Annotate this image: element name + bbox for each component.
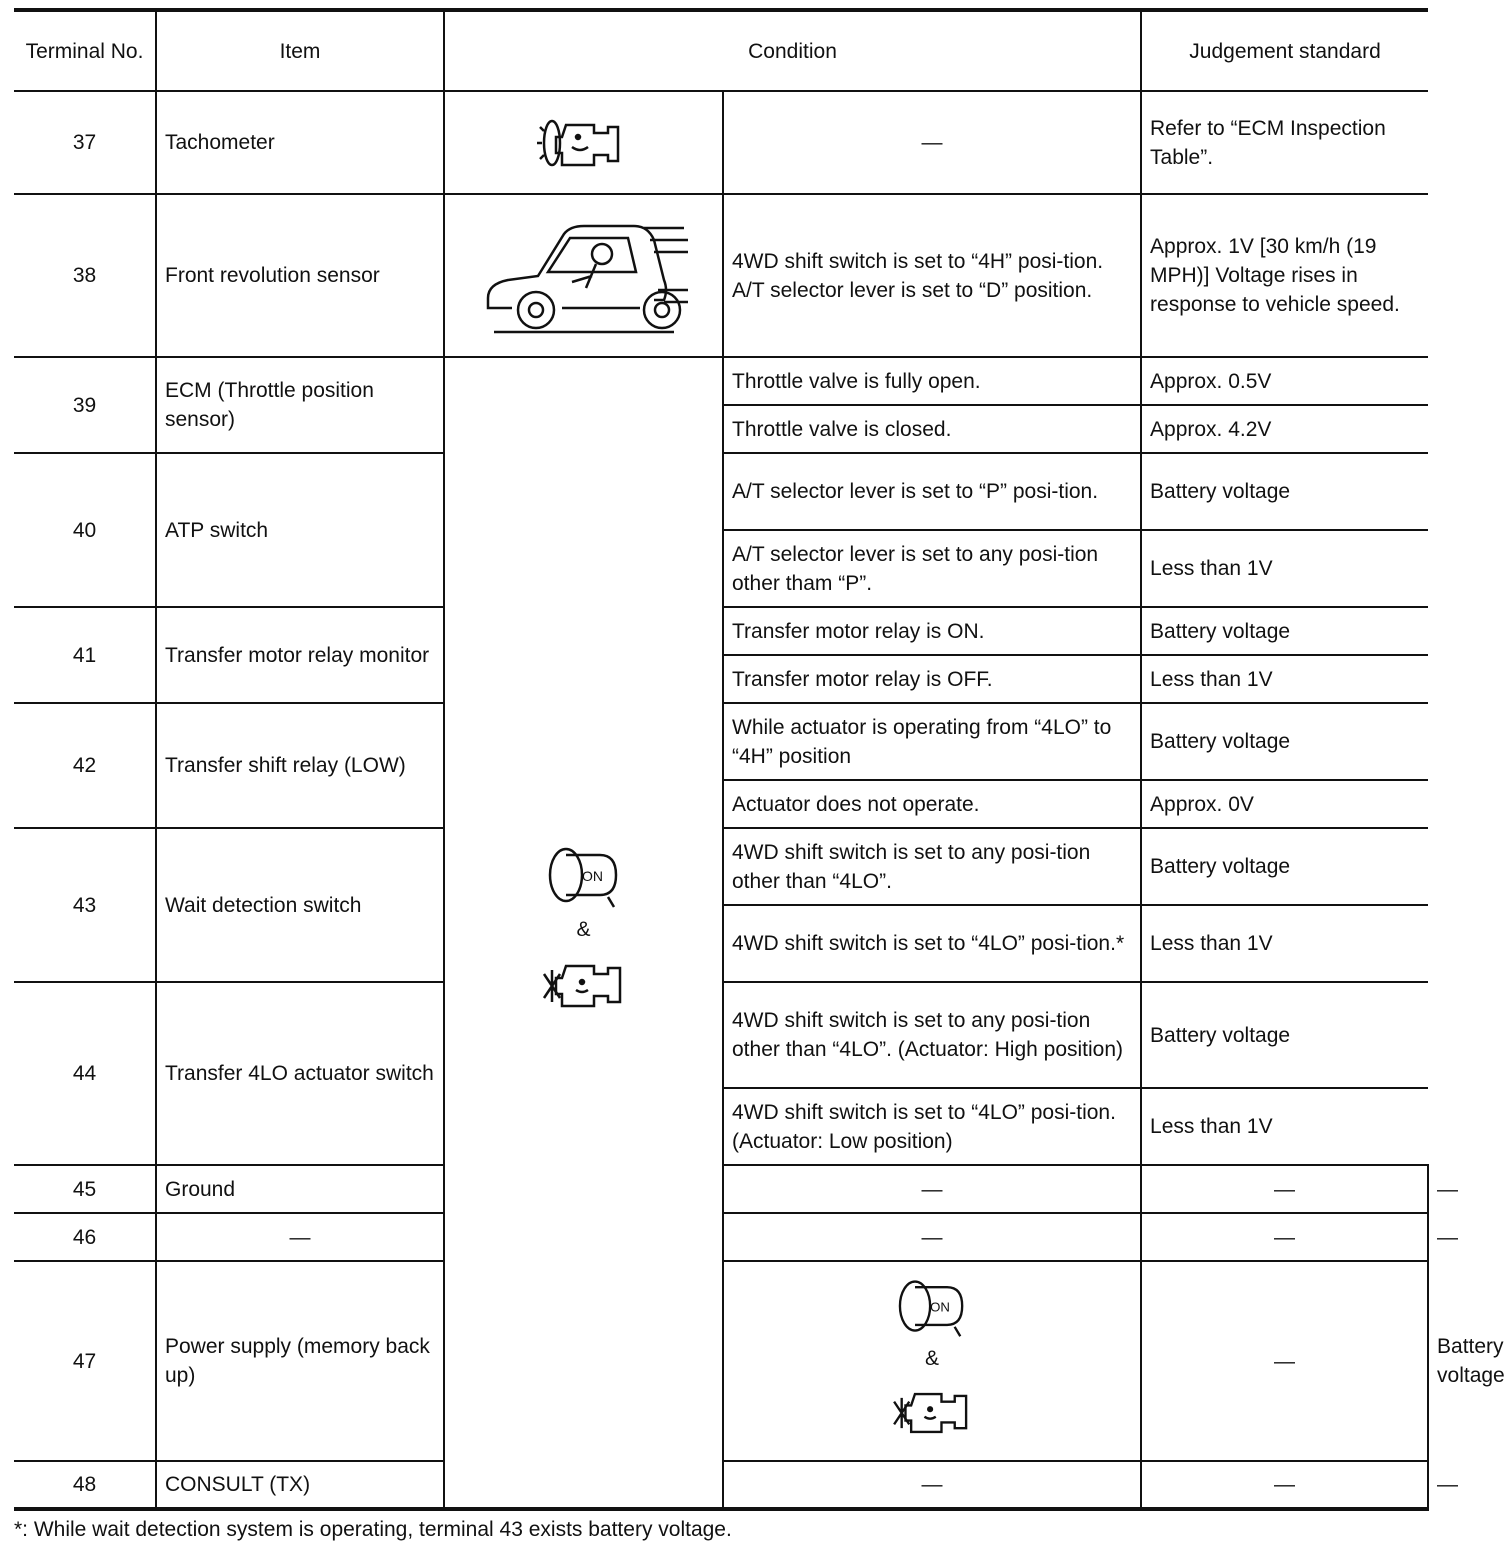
terminal-number: 42 — [14, 703, 156, 828]
terminal-number: 47 — [14, 1261, 156, 1461]
judgement-cell: Less than 1V — [1141, 530, 1428, 607]
judgement-cell: Battery voltage — [1141, 828, 1428, 905]
condition-cell: 4WD shift switch is set to any posi-tion other than “4LO”. — [723, 828, 1141, 905]
judgement-cell: Battery voltage — [1141, 703, 1428, 780]
judgement-cell: Battery voltage — [1141, 453, 1428, 530]
terminal-number: 41 — [14, 607, 156, 703]
terminal-number: 43 — [14, 828, 156, 982]
condition-icon-cell: — — [723, 1213, 1141, 1261]
judgement-cell: Less than 1V — [1141, 655, 1428, 703]
ignition-and-engine-icon-group — [732, 1274, 1132, 1449]
judgement-cell: Refer to “ECM Inspection Table”. — [1141, 91, 1428, 194]
ignition-and-engine-icon-group — [453, 841, 714, 1024]
header-condition: Condition — [444, 10, 1141, 91]
condition-cell: — — [1141, 1165, 1428, 1213]
item-cell: Front revolution sensor — [156, 194, 444, 357]
judgement-cell: Approx. 0V — [1141, 780, 1428, 828]
condition-icon-cell — [444, 357, 723, 1509]
terminal-number: 38 — [14, 194, 156, 357]
judgement-cell: Battery voltage — [1141, 607, 1428, 655]
terminal-number: 39 — [14, 357, 156, 453]
condition-cell: — — [1141, 1461, 1428, 1509]
table-row — [14, 357, 1428, 405]
header-terminal-no: Terminal No. — [14, 10, 156, 91]
condition-cell: A/T selector lever is set to any posi-tion other tham “P”. — [723, 530, 1141, 607]
item-cell: Power supply (memory back up) — [156, 1261, 444, 1461]
item-cell: Transfer motor relay monitor — [156, 607, 444, 703]
condition-cell: — — [1141, 1261, 1428, 1461]
terminal-inspection-table — [14, 8, 1505, 1511]
engine-stopped-icon — [884, 1377, 980, 1449]
engine-running-icon — [536, 103, 632, 183]
terminal-number: 40 — [14, 453, 156, 607]
judgement-cell: Less than 1V — [1141, 1088, 1428, 1165]
condition-icon-cell: — — [723, 1165, 1141, 1213]
condition-cell: — — [1141, 1213, 1428, 1261]
judgement-cell: Approx. 4.2V — [1141, 405, 1428, 453]
condition-cell: Throttle valve is fully open. — [723, 357, 1141, 405]
ignition-key-on-icon — [892, 1274, 972, 1340]
table-row: 46 — — — — — [14, 1213, 1428, 1261]
item-cell: ATP switch — [156, 453, 444, 607]
item-cell: Wait detection switch — [156, 828, 444, 982]
ignition-on-label: ON — [930, 1299, 950, 1315]
item-cell: CONSULT (TX) — [156, 1461, 444, 1509]
condition-cell: Throttle valve is closed. — [723, 405, 1141, 453]
condition-icon-cell: — — [723, 1461, 1141, 1509]
terminal-number: 37 — [14, 91, 156, 194]
condition-cell: 4WD shift switch is set to any posi-tion other than “4LO”. (Actuator: High position) — [723, 982, 1141, 1088]
condition-cell: — — [723, 91, 1141, 194]
judgement-cell: Less than 1V — [1141, 905, 1428, 982]
table-row: 45 Ground — — — — [14, 1165, 1428, 1213]
condition-cell: Transfer motor relay is OFF. — [723, 655, 1141, 703]
judgement-cell: Battery voltage — [1141, 982, 1428, 1088]
table-row: 48 CONSULT (TX) — — — — [14, 1461, 1428, 1509]
item-cell: Ground — [156, 1165, 444, 1213]
ignition-on-label: ON — [581, 868, 603, 884]
judgement-cell: Approx. 1V [30 km/h (19 MPH)] Voltage rises in response to vehicle speed. — [1141, 194, 1428, 357]
condition-cell: While actuator is operating from “4LO” to “4H” position — [723, 703, 1141, 780]
condition-icon-cell — [444, 194, 723, 357]
engine-stopped-icon — [536, 948, 632, 1024]
judgement-cell: Approx. 0.5V — [1141, 357, 1428, 405]
condition-cell: A/T selector lever is set to “P” posi-tion. — [723, 453, 1141, 530]
condition-cell: 4WD shift switch is set to “4LO” posi-tion. (Actuator: Low position) — [723, 1088, 1141, 1165]
condition-cell: 4WD shift switch is set to “4H” posi-tion. A/T selector lever is set to “D” position. — [723, 194, 1141, 357]
item-cell: Transfer shift relay (LOW) — [156, 703, 444, 828]
condition-cell: Actuator does not operate. — [723, 780, 1141, 828]
condition-cell: 4WD shift switch is set to “4LO” posi-tion.* — [723, 905, 1141, 982]
table-row: 47 Power supply (memory back up) ON & — Battery voltage — [14, 1261, 1428, 1461]
header-item: Item — [156, 10, 444, 91]
item-cell: ECM (Throttle position sensor) — [156, 357, 444, 453]
table-row — [14, 194, 1428, 357]
item-cell: Tachometer — [156, 91, 444, 194]
condition-icon-cell — [723, 1261, 1141, 1461]
condition-cell: Transfer motor relay is ON. — [723, 607, 1141, 655]
ampersand-label: & — [576, 918, 591, 941]
table-footnote: *: While wait detection system is operating, terminal 43 exists battery voltage. — [14, 1518, 732, 1541]
table-header-row — [14, 10, 1428, 91]
header-judgement-standard: Judgement standard — [1141, 10, 1428, 91]
terminal-number: 45 — [14, 1165, 156, 1213]
ignition-key-on-icon — [544, 841, 624, 911]
condition-icon-cell — [444, 91, 723, 194]
item-cell: Transfer 4LO actuator switch — [156, 982, 444, 1165]
ampersand-label: & — [925, 1346, 940, 1370]
terminal-number: 48 — [14, 1461, 156, 1509]
item-cell: — — [156, 1213, 444, 1261]
terminal-number: 44 — [14, 982, 156, 1165]
vehicle-driving-icon — [474, 206, 694, 346]
table-row — [14, 91, 1428, 194]
terminal-number: 46 — [14, 1213, 156, 1261]
